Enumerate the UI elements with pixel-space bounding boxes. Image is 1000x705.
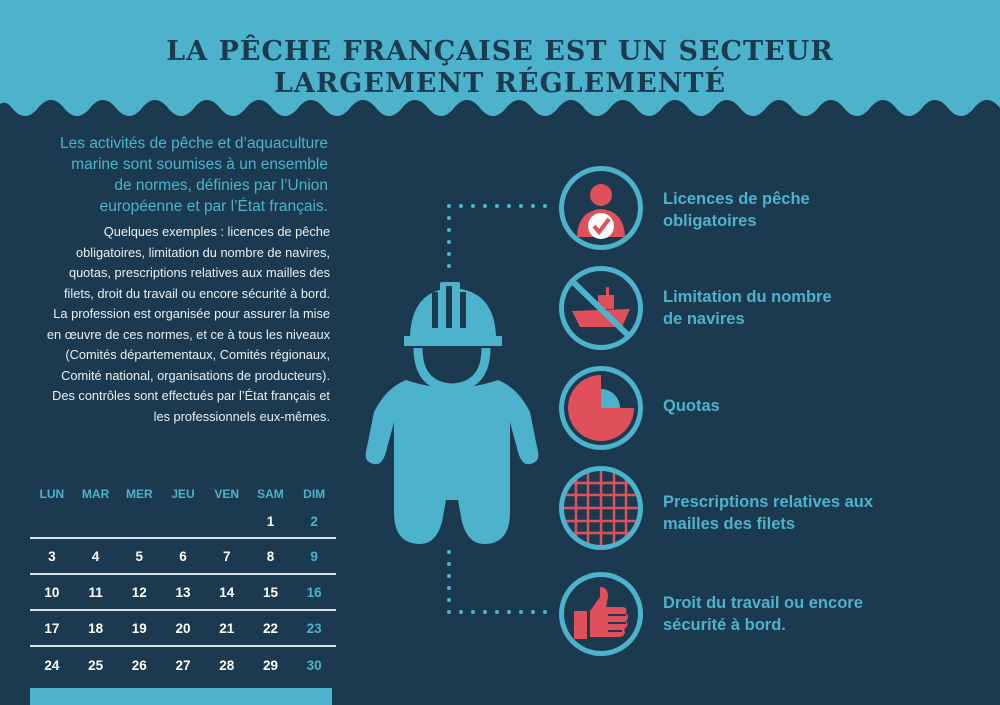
license-check-icon	[559, 166, 643, 250]
calendar-week-row	[30, 611, 336, 647]
calendar-day: 11	[88, 584, 103, 600]
body-line: obligatoires, limitation du nombre de navires,	[76, 244, 330, 260]
calendar-day: 8	[266, 548, 275, 564]
intro-paragraph	[30, 133, 328, 217]
net-mesh-icon	[559, 466, 643, 550]
label-line: Limitation du nombre	[663, 288, 832, 306]
calendar-day-sunday: 30	[306, 657, 322, 673]
calendar-day: 12	[131, 584, 147, 600]
calendar-day: 13	[175, 584, 191, 600]
calendar-week-row	[30, 505, 336, 539]
label-line: Droit du travail ou encore	[663, 594, 863, 612]
body-line: Des contrôles sont effectués par l’État français et	[52, 388, 330, 403]
calendar-day: 22	[262, 620, 278, 636]
calendar-day: 28	[219, 657, 235, 673]
body-line: Quelques exemples : licences de pêche	[103, 224, 330, 239]
weekday-label: DIM	[303, 487, 326, 501]
regulation-label-labor	[663, 592, 963, 636]
regulation-label-vessels	[663, 286, 963, 330]
label-line: sécurité à bord.	[663, 616, 786, 634]
intro-line: Les activités de pêche et d’aquaculture	[60, 135, 328, 152]
weekday-label: VEN	[214, 487, 240, 501]
calendar-day: 7	[222, 548, 231, 564]
calendar-day: 25	[88, 657, 104, 673]
calendar-day: 10	[44, 584, 60, 600]
label-line: Quotas	[663, 397, 720, 415]
body-paragraph	[28, 222, 330, 427]
weekday-label: SAM	[257, 487, 284, 501]
calendar-day: 18	[88, 620, 104, 636]
body-line: (Comités départementaux, Comités régionaux,	[65, 347, 330, 362]
quota-pie-icon	[559, 366, 643, 450]
calendar-week-row	[30, 575, 336, 611]
title-line-2: LARGEMENT RÉGLEMENTÉ	[273, 68, 727, 99]
label-line: Prescriptions relatives aux	[663, 493, 874, 511]
body-line: les professionnels eux-mêmes.	[153, 408, 330, 424]
calendar-day: 24	[44, 657, 60, 673]
label-line: Licences de pêche	[663, 190, 810, 208]
calendar-day: 6	[179, 548, 187, 564]
label-line: de navires	[663, 310, 745, 328]
label-line: mailles des filets	[663, 515, 796, 533]
calendar-weekday-header	[30, 483, 336, 505]
calendar-day: 26	[131, 657, 147, 673]
intro-line: européenne et par l’État français.	[99, 198, 328, 215]
calendar-day: 1	[266, 513, 275, 529]
worker-figure-icon	[360, 282, 545, 552]
title-line-1: LA PÊCHE FRANÇAISE EST UN SECTEUR	[166, 36, 834, 67]
thumbs-up-icon	[559, 572, 643, 656]
page-title	[0, 36, 1000, 100]
weekday-label: MAR	[81, 487, 110, 501]
weekday-label: JEU	[171, 487, 195, 501]
body-line: Comité national, organisations de producteurs).	[61, 367, 330, 383]
body-line: filets, droit du travail ou encore sécurité à bord.	[63, 285, 330, 301]
regulation-label-nets	[663, 491, 963, 535]
calendar-day: 14	[219, 584, 235, 600]
calendar-bottom-bar	[30, 688, 332, 705]
body-line: en œuvre de ces normes, et ce à tous les niveaux	[46, 326, 330, 342]
calendar-day-sunday: 2	[310, 513, 318, 529]
weekday-label: MER	[125, 487, 153, 501]
calendar-day-sunday: 23	[306, 620, 322, 636]
calendar-day-sunday: 9	[310, 548, 318, 564]
calendar	[30, 483, 336, 683]
no-boat-icon	[559, 266, 643, 350]
body-line: quotas, prescriptions relatives aux mailles des	[68, 265, 330, 280]
intro-line: marine sont soumises à un ensemble	[71, 156, 328, 173]
calendar-day: 21	[219, 620, 235, 636]
calendar-day: 19	[131, 620, 147, 636]
calendar-week-row	[30, 647, 336, 683]
calendar-day: 3	[48, 548, 56, 564]
calendar-day: 4	[91, 548, 100, 564]
label-line: obligatoires	[663, 212, 757, 230]
calendar-day: 17	[44, 620, 60, 636]
calendar-day: 27	[175, 657, 191, 673]
regulation-label-licenses	[663, 188, 963, 232]
calendar-day: 15	[262, 584, 278, 600]
weekday-label: LUN	[39, 487, 65, 501]
regulation-label-quotas	[663, 395, 963, 417]
calendar-week-row	[30, 539, 336, 575]
calendar-day-sunday: 16	[306, 584, 322, 600]
body-line: La profession est organisée pour assurer la mise	[53, 306, 330, 321]
calendar-day: 20	[175, 620, 191, 636]
intro-line: de normes, définies par l’Union	[114, 177, 328, 194]
calendar-day: 5	[135, 548, 144, 564]
calendar-day: 29	[262, 657, 278, 673]
